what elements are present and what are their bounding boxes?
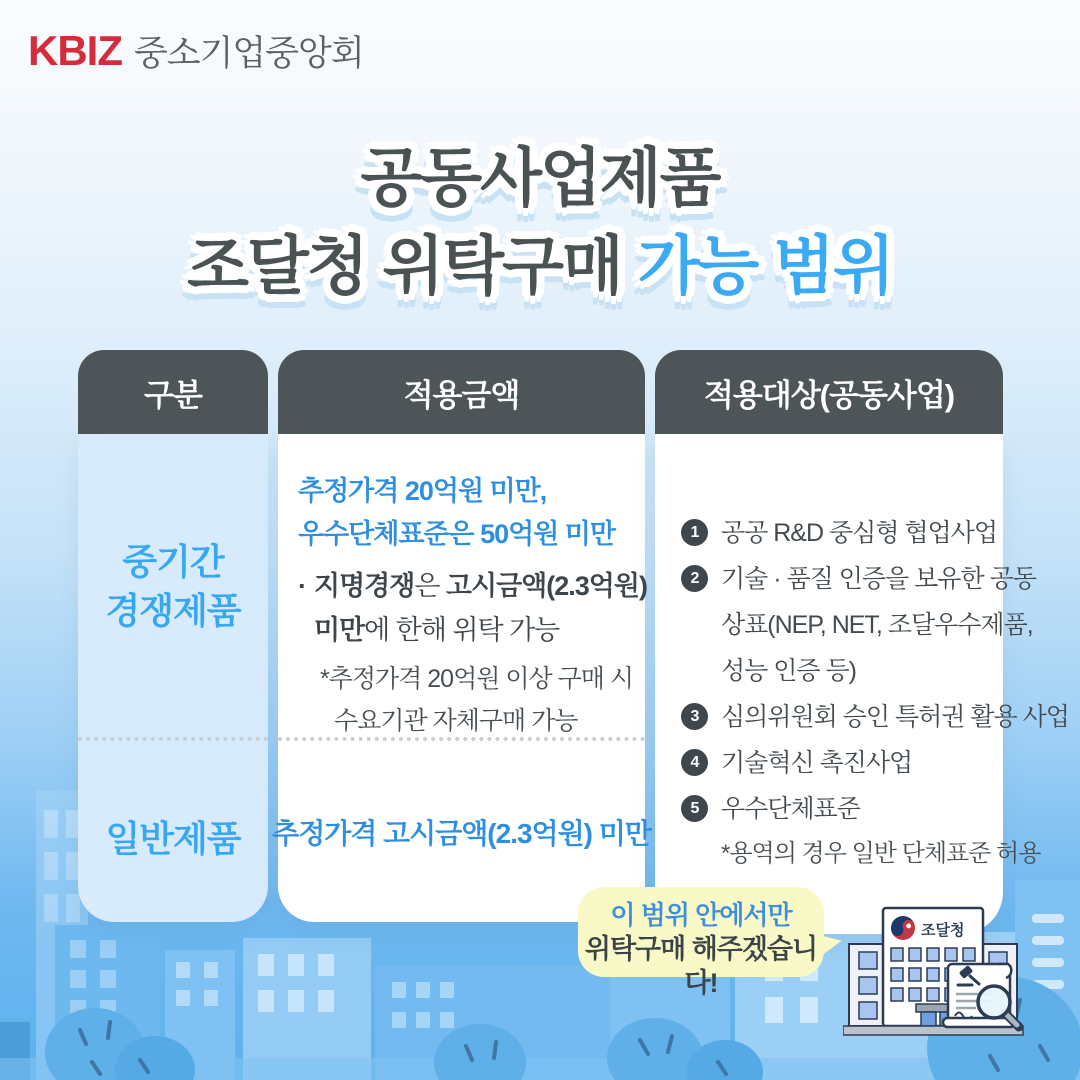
procurement-office-illustration: [843, 898, 1048, 1040]
amount-general-cell: 추정가격 고시금액(2.3억원) 미만: [272, 817, 651, 849]
col-header-category: 구분: [78, 350, 268, 434]
target-item-1: 1 공공 R&D 중심형 협업사업: [681, 510, 993, 556]
target-item-4: 4 기술혁신 촉진사업: [681, 740, 993, 786]
category-mid-line2: 경쟁제품: [105, 589, 241, 631]
target-item-5: 5 우수단체표준: [681, 786, 993, 832]
col-header-target: 적용대상(공동사업): [655, 350, 1003, 434]
contract-scroll: [943, 964, 1019, 1027]
title-line2-accent: 가능 범위: [637, 230, 893, 302]
amount-bullet: [298, 564, 645, 652]
amount-bullet-line1: · 지명경쟁은 고시금액(2.3억원): [298, 571, 647, 601]
bubble-tail: [817, 932, 843, 957]
title-line2: [0, 222, 1080, 310]
category-mid-competition: [78, 434, 268, 741]
speech-bubble: [578, 887, 824, 998]
bubble-line2: 위탁구매 해주겠습니다!: [584, 934, 818, 998]
target-item-3: 3 심의위원회 승인 특허권 활용 사업: [681, 694, 993, 740]
door: [921, 1012, 936, 1026]
target-item-2: 2 기술 · 품질 인증을 보유한 공동 상표(NEP, NET, 조달우수제품, 성능 인증 등): [681, 556, 993, 694]
amount-highlight-2: 우수단체표준은 50억원 미만: [298, 519, 615, 549]
col-header-amount: 적용금액: [278, 350, 645, 434]
number-badge-3: 3: [681, 703, 708, 730]
kbiz-logo: [28, 26, 364, 76]
bubble-line1: 이 범위 안에서만: [610, 900, 792, 930]
category-column: [78, 434, 268, 922]
org-name: 중소기업중앙회: [134, 34, 364, 73]
kbiz-wordmark: KBIZ: [28, 27, 122, 74]
amount-column: [272, 434, 651, 922]
title-line2-dark: 조달청 위탁구매: [187, 230, 622, 302]
target-item-5-note: *용역의 경우 일반 단체표준 허용: [721, 840, 1041, 867]
number-badge-5: 5: [681, 795, 708, 822]
number-badge-1: 1: [681, 519, 708, 546]
category-general: 일반제품: [105, 818, 241, 859]
building-sign: 조달청: [921, 922, 965, 939]
amount-highlight-1: 추정가격 20억원 미만,: [298, 476, 547, 506]
target-column: [655, 434, 1069, 934]
number-badge-2: 2: [681, 565, 708, 592]
number-badge-4: 4: [681, 749, 708, 776]
procurement-table: [78, 350, 1069, 934]
page-title: [0, 134, 1080, 310]
scroll-bottom-curl: [943, 1018, 1015, 1027]
amount-footnote: *추정가격 20억원 이상 구매 시 수요기관 자체구매 가능: [320, 665, 633, 735]
title-line1: 공동사업제품: [360, 142, 720, 214]
amount-mid-cell: [278, 434, 645, 741]
category-mid-line1: 중기간: [122, 540, 224, 582]
amount-bullet-line2: 미만에 한해 위탁 가능: [314, 615, 560, 645]
